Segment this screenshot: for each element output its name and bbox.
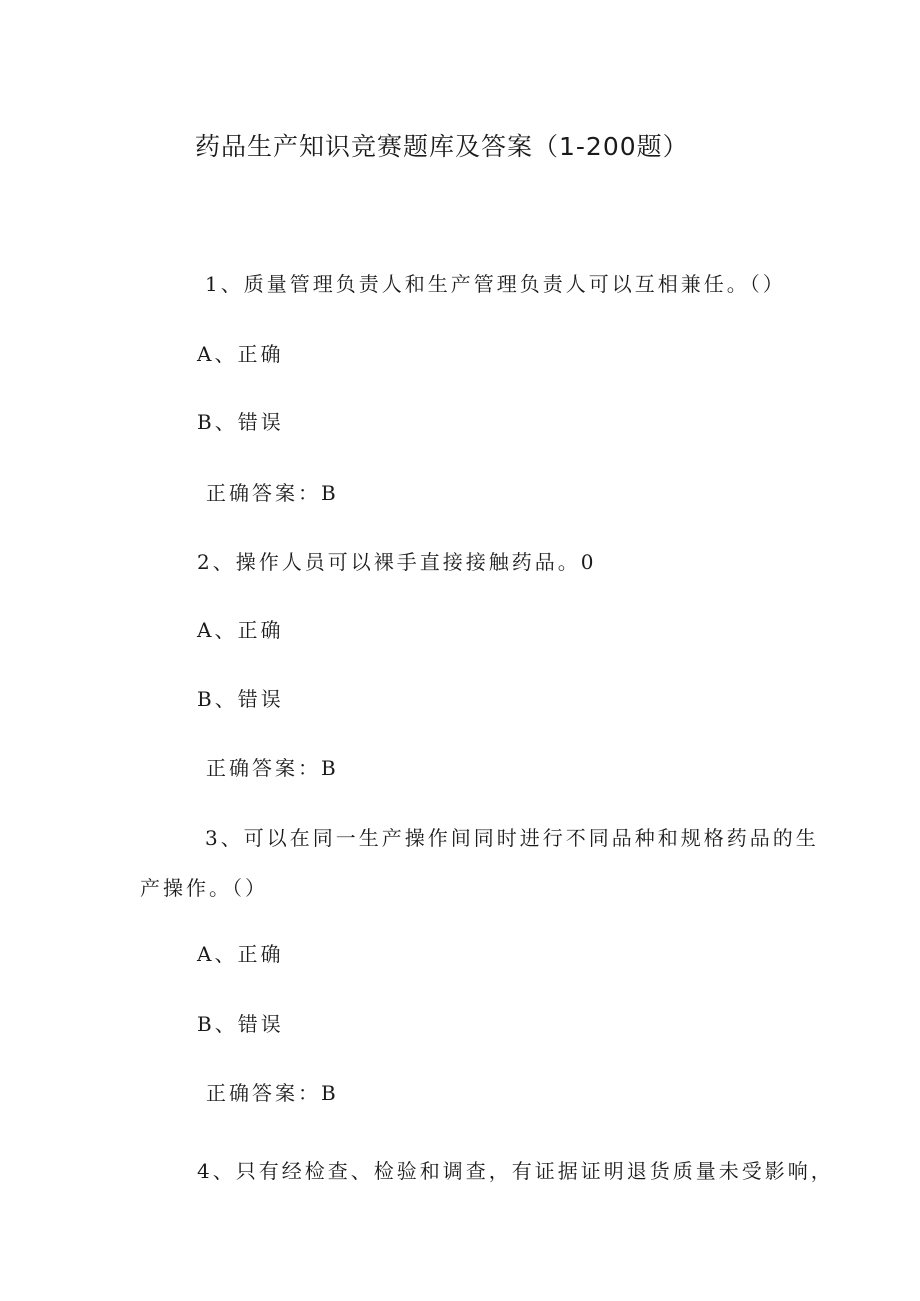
question-3-option-b: B、错误 [197, 1012, 284, 1036]
question-1-option-b: B、错误 [197, 410, 284, 434]
question-1-stem: 1、质量管理负责人和生产管理负责人可以互相兼任。（） [205, 272, 786, 296]
question-2-option-a: A、正确 [197, 618, 284, 642]
question-1-answer: 正确答案：B [206, 481, 339, 505]
question-1-option-a: A、正确 [197, 342, 284, 366]
question-3-option-a: A、正确 [197, 942, 284, 966]
question-2-answer: 正确答案：B [206, 756, 339, 780]
question-4-stem: 4、只有经检查、检验和调查，有证据证明退货质量未受影响， [197, 1159, 834, 1183]
question-2-stem: 2、操作人员可以裸手直接接触药品。0 [197, 550, 597, 574]
document-title: 药品生产知识竞赛题库及答案（1-200题） [195, 132, 689, 161]
question-2-option-b: B、错误 [197, 687, 284, 711]
question-3-stem-line-1: 3、可以在同一生产操作间同时进行不同品种和规格药品的生 [205, 826, 819, 850]
question-3-stem-line-2: 产操作。（） [140, 876, 268, 900]
question-3-answer: 正确答案：B [206, 1081, 339, 1105]
